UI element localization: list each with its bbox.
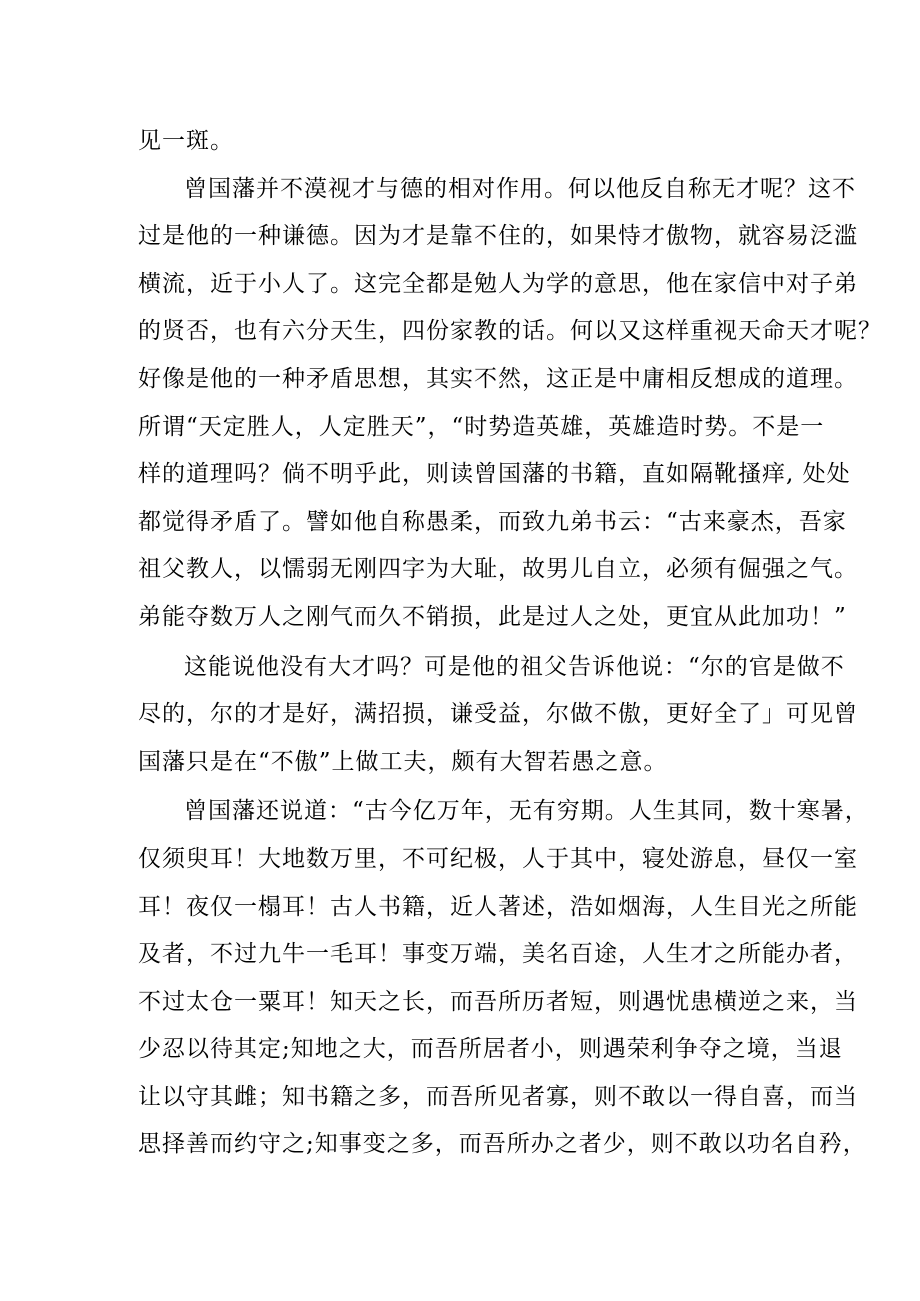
paragraph-start-line: 这能说他没有大才吗？可是他的祖父告诉他说：“尔的官是做不 xyxy=(184,653,845,680)
text-line: 所谓“天定胜人，人定胜天”，“时势造英雄，英雄造时势。不是一 xyxy=(138,413,825,440)
text-line: 的贤否，也有六分天生，四份家教的话。何以又这样重视天命天才呢？ xyxy=(138,318,882,345)
text-line: 祖父教人，以懦弱无刚四字为大耻，故男儿自立，必须有倔强之气。 xyxy=(138,556,858,583)
text-line: 好像是他的一种矛盾思想，其实不然，这正是中庸相反想成的道理。 xyxy=(138,365,858,392)
text-line: 国藩只是在“不傲”上做工夫，颇有大智若愚之意。 xyxy=(138,748,668,775)
text-line: 仅须臾耳！大地数万里，不可纪极，人于其中，寝处游息，昼仅一室 xyxy=(138,845,858,872)
text-line: 不过太仓一粟耳！知天之长，而吾所历者短，则遇忧患横逆之来，当 xyxy=(138,988,858,1015)
text-line: 耳！夜仅一榻耳！古人书籍，近人著述，浩如烟海，人生目光之所能 xyxy=(138,893,858,920)
text-line: 让以守其雌；知书籍之多，而吾所见者寡，则不敢以一得自喜，而当 xyxy=(138,1083,858,1110)
text-line: 都觉得矛盾了。譬如他自称愚柔，而致九弟书云：“古来豪杰，吾家 xyxy=(138,508,847,535)
text-line: 尽的，尔的才是好，满招损，谦受益，尔做不傲，更好全了」可见曾 xyxy=(138,701,858,728)
text-line: 少忍以待其定;知地之大，而吾所居者小，则遇荣利争夺之境，当退 xyxy=(138,1036,843,1063)
text-line: 样的道理吗？倘不明乎此，则读曾国藩的书籍，直如隔靴搔痒, 处处 xyxy=(138,461,851,488)
text-line: 及者，不过九牛一毛耳！事变万端，美名百途，人生才之所能办者， xyxy=(138,941,858,968)
text-line: 过是他的一种谦德。因为才是靠不住的，如果恃才傲物，就容易泛滥 xyxy=(138,223,858,250)
text-line: 横流，近于小人了。这完全都是勉人为学的意思，他在家信中对子弟 xyxy=(138,270,858,297)
paragraph-start-line: 曾国藩并不漠视才与德的相对作用。何以他反自称无才呢？这不 xyxy=(184,175,856,202)
paragraph-start-line: 曾国藩还说道：“古今亿万年，无有穷期。人生其同，数十寒暑， xyxy=(184,798,869,825)
text-line: 弟能夺数万人之刚气而久不销损，此是过人之处，更宜从此加功！” xyxy=(138,603,847,630)
document-body xyxy=(138,118,882,1169)
text-line: 思择善而约守之;知事变之多，而吾所办之者少，则不敢以功名自矜， xyxy=(138,1131,867,1158)
text-line: 见一斑。 xyxy=(138,128,234,154)
